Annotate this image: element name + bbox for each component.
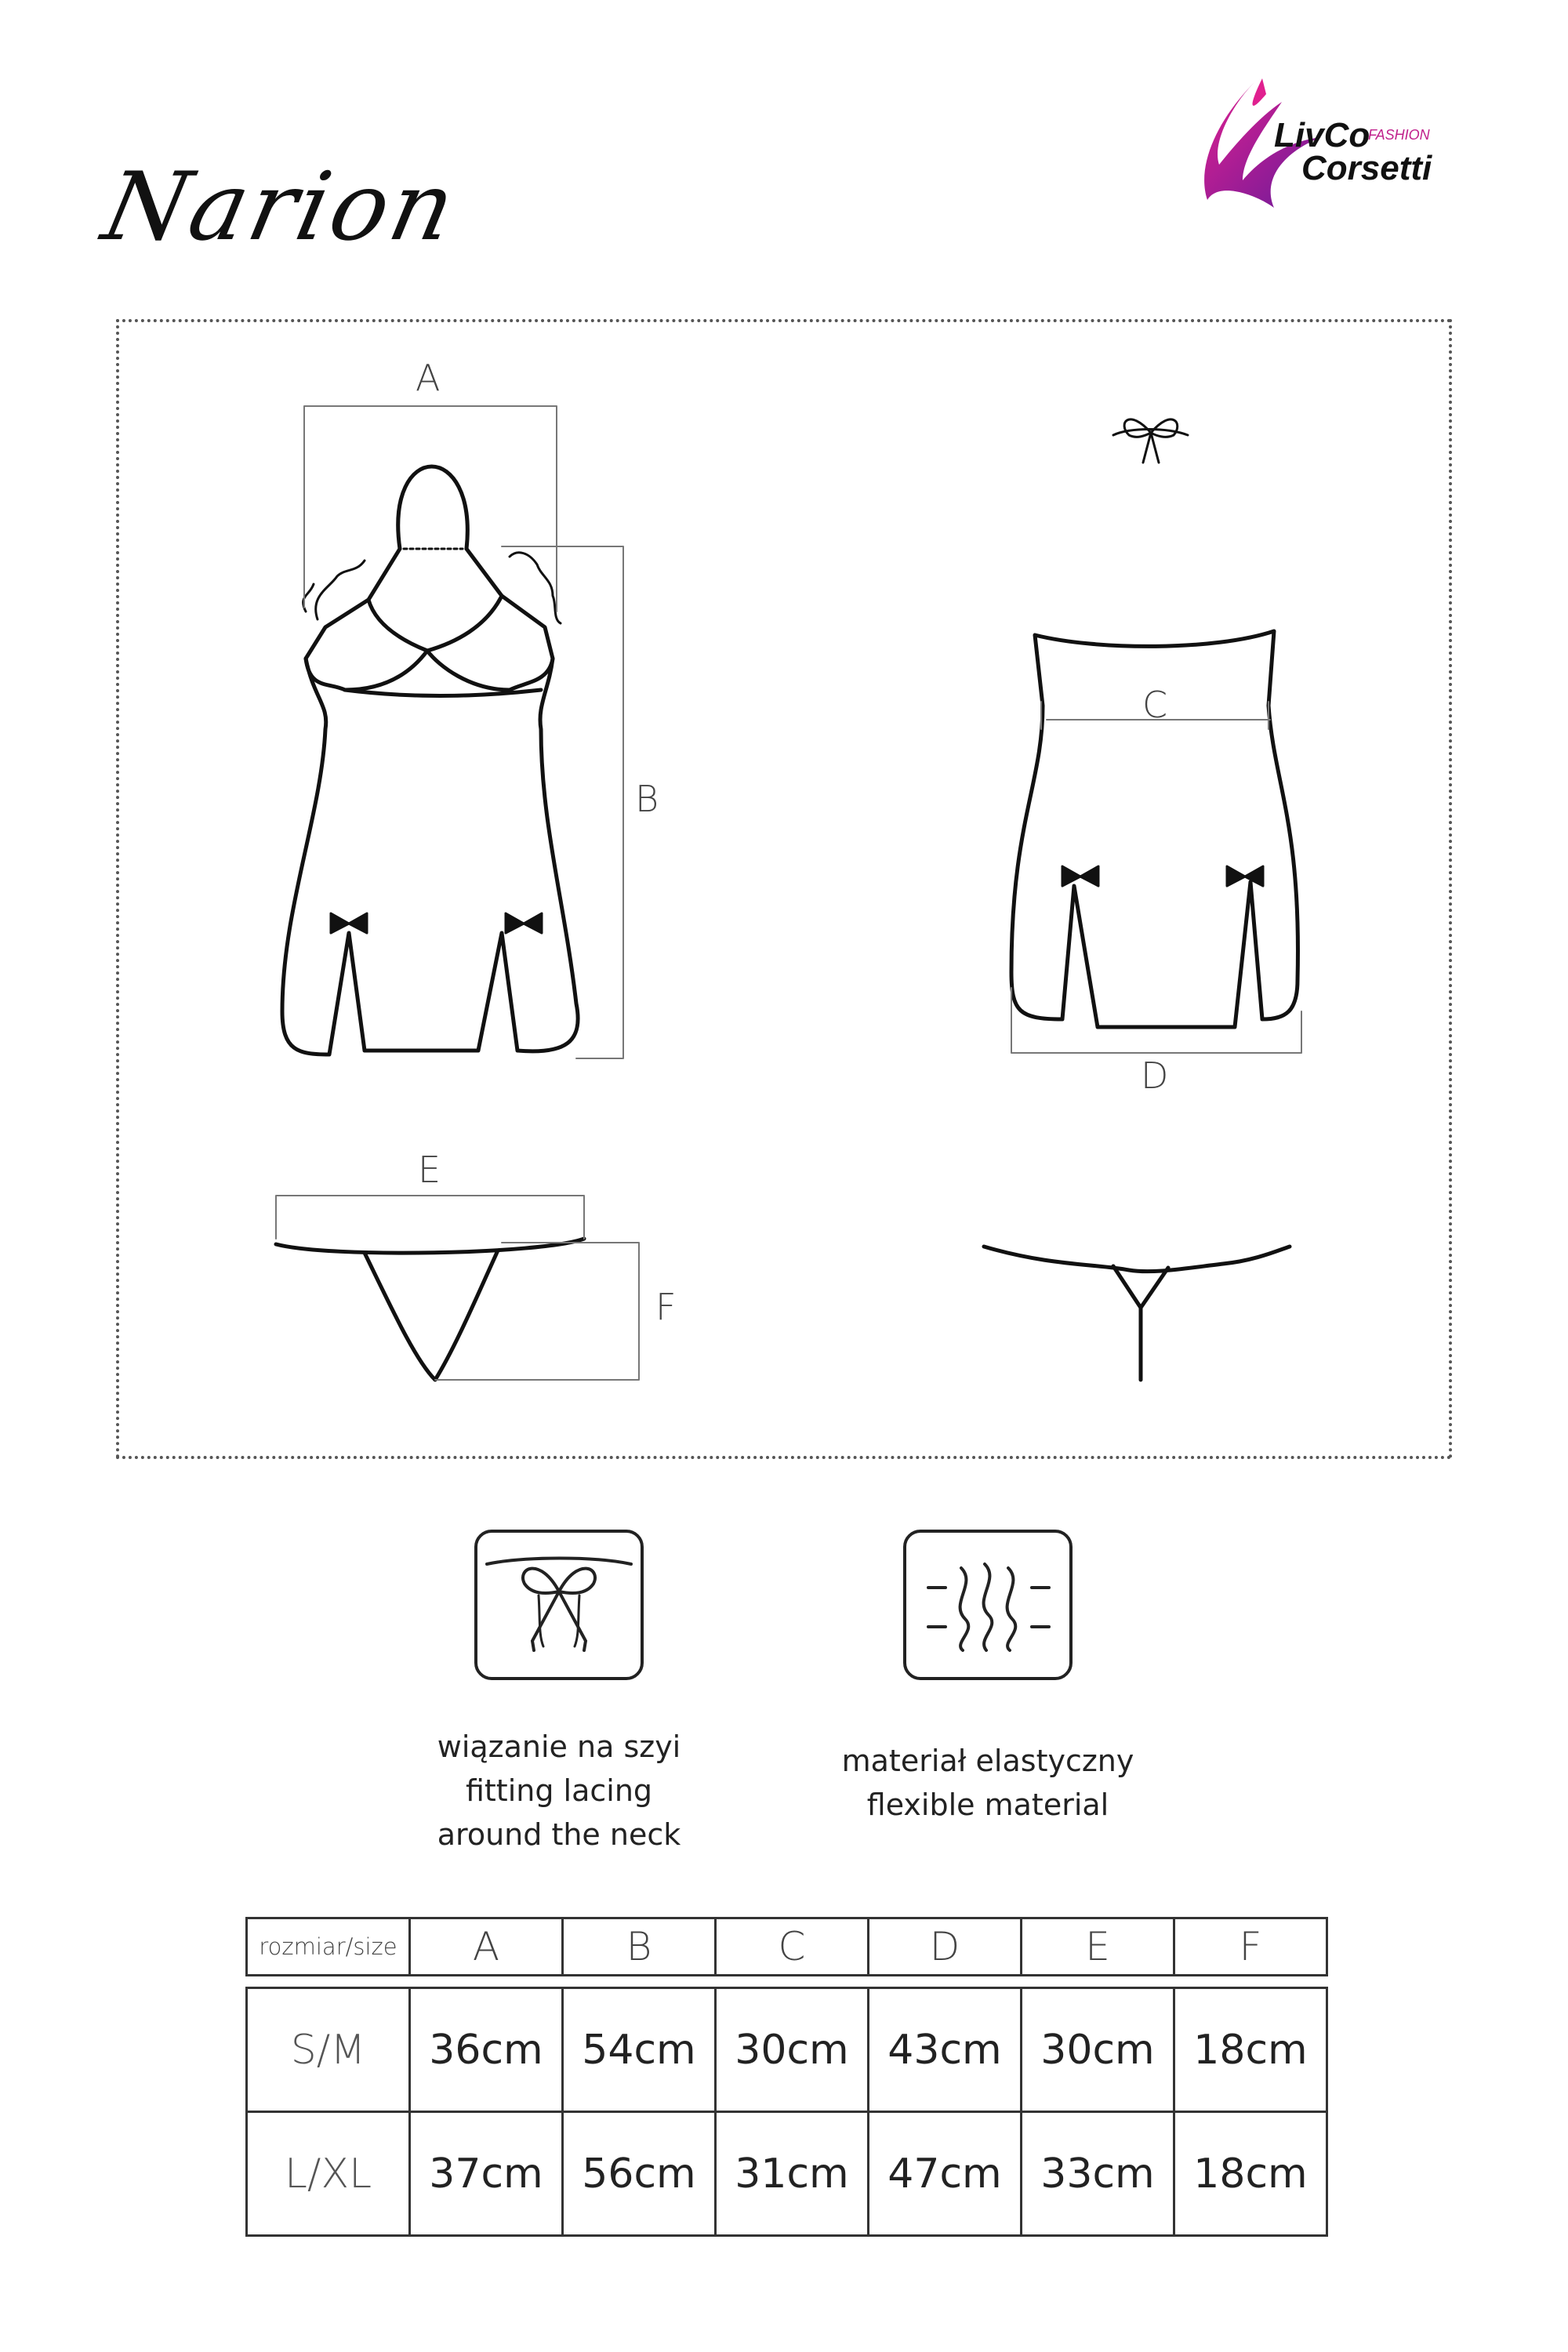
- dim-label-a: A: [416, 357, 441, 399]
- front-thong-drawing: [276, 1196, 639, 1380]
- header-cell-b: B: [563, 1918, 716, 1976]
- brand-name-livco: LivCo: [1274, 116, 1370, 154]
- brand-fashion-label: FASHION: [1368, 127, 1430, 143]
- feature-neck-line-3: around the neck: [437, 1817, 681, 1852]
- header-cell-a: A: [410, 1918, 563, 1976]
- table-cell: 36cm: [410, 1988, 563, 2112]
- header-cell-size: rozmiar/size: [247, 1918, 410, 1976]
- dim-label-e: E: [418, 1149, 441, 1191]
- table-row: [247, 1988, 1327, 2112]
- size-table-header: [245, 1917, 1328, 1976]
- brand-name-corsetti: Corsetti: [1301, 149, 1432, 187]
- header-cell-d: D: [869, 1918, 1022, 1976]
- feature-elastic-line-1: materiał elastyczny: [841, 1744, 1134, 1778]
- back-thong-drawing: [984, 1247, 1290, 1380]
- neck-tie-icon: [474, 1530, 644, 1680]
- table-cell: 18cm: [1174, 2112, 1327, 2236]
- dim-label-b: B: [635, 778, 659, 820]
- size-table: [245, 1987, 1328, 2237]
- table-header-row: [247, 1918, 1327, 1976]
- elastic-material-icon: [903, 1530, 1073, 1680]
- size-label: S/M: [247, 1988, 410, 2112]
- size-label: L/XL: [247, 2112, 410, 2236]
- feature-elastic-text: [784, 1739, 1192, 1827]
- table-cell: 18cm: [1174, 1988, 1327, 2112]
- header-cell-e: E: [1022, 1918, 1174, 1976]
- table-cell: 30cm: [1022, 1988, 1174, 2112]
- feature-neck-text: [355, 1725, 763, 1857]
- table-row: [247, 2112, 1327, 2236]
- feature-elastic-line-2: flexible material: [866, 1788, 1109, 1822]
- front-chemise-drawing: [282, 466, 578, 1054]
- table-cell: 31cm: [716, 2112, 869, 2236]
- feature-neck-line-1: wiązanie na szyi: [437, 1730, 681, 1764]
- dim-label-f: F: [655, 1286, 677, 1328]
- dim-label-c: C: [1142, 684, 1168, 726]
- table-cell: 33cm: [1022, 2112, 1174, 2236]
- header-cell-f: F: [1174, 1918, 1327, 1976]
- table-cell: 47cm: [869, 2112, 1022, 2236]
- table-cell: 30cm: [716, 1988, 869, 2112]
- table-cell: 43cm: [869, 1988, 1022, 2112]
- table-cell: 56cm: [563, 2112, 716, 2236]
- table-cell: 37cm: [410, 2112, 563, 2236]
- feature-neck-line-2: fitting lacing: [465, 1773, 653, 1808]
- bow-detail-drawing: [1113, 419, 1188, 463]
- dim-label-d: D: [1141, 1054, 1169, 1097]
- table-cell: 54cm: [563, 1988, 716, 2112]
- product-title: Narion: [94, 153, 467, 262]
- header-cell-c: C: [716, 1918, 869, 1976]
